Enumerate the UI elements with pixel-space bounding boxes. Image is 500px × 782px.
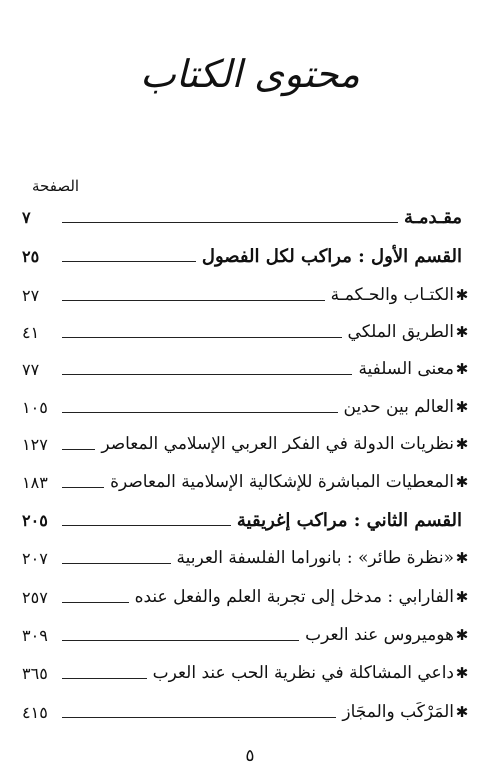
leader-line	[62, 602, 129, 603]
toc-entry	[22, 429, 470, 459]
toc-entry-label: العالم بين حدين	[343, 397, 454, 417]
toc-entry	[22, 582, 470, 612]
leader-line	[62, 300, 325, 301]
toc-entry-page-number: ١٢٧	[22, 434, 48, 454]
toc-entry-page-number: ٣٦٥	[22, 663, 48, 683]
leader-line	[62, 525, 231, 526]
toc-entry-page-number: ٧٧	[22, 359, 40, 379]
toc-entry	[22, 658, 470, 688]
leader-line	[62, 337, 342, 338]
toc-entry-label: الكتـاب والحـكمـة	[330, 285, 454, 305]
leader-line	[62, 449, 95, 450]
asterisk-bullet-icon: ✱	[455, 549, 469, 567]
asterisk-bullet-icon: ✱	[455, 360, 469, 378]
page-column-label: الصفحة	[32, 177, 80, 195]
toc-entry-label: الفارابي : مدخل إلى تجربة العلم والفعل عنده	[134, 587, 454, 607]
toc-entry-label: القسم الثاني : مراكب إغريقية	[236, 509, 462, 531]
leader-line	[62, 563, 171, 564]
asterisk-bullet-icon: ✱	[455, 588, 469, 606]
toc-entry-label: هوميروس عند العرب	[305, 625, 454, 645]
asterisk-bullet-icon: ✱	[455, 473, 469, 491]
page-title: محتوى الكتاب	[140, 52, 360, 96]
toc-entry-label: المعطيات المباشرة للإشكالية الإسلامية المعاصرة	[110, 472, 454, 492]
toc-entry-page-number: ٢٠٥	[22, 510, 48, 530]
leader-line	[62, 717, 336, 718]
toc-entry	[22, 543, 470, 573]
footer-page-number: ٥	[245, 746, 255, 766]
toc-entry-page-number: ٤١	[22, 322, 40, 342]
asterisk-bullet-icon: ✱	[455, 398, 469, 416]
toc-entry	[22, 392, 470, 422]
leader-line	[62, 678, 147, 679]
leader-line	[62, 487, 104, 488]
toc-entry	[22, 354, 470, 384]
toc-entry-page-number: ٢٠٧	[22, 548, 48, 568]
toc-entry	[22, 467, 470, 497]
asterisk-bullet-icon: ✱	[455, 286, 469, 304]
toc-entry	[22, 505, 470, 535]
toc-entry	[22, 620, 470, 650]
toc-entry-page-number: ١٠٥	[22, 397, 48, 417]
toc-entry-page-number: ٤١٥	[22, 702, 48, 722]
leader-line	[62, 640, 299, 641]
toc-entry-label: معنى السلفية	[358, 359, 454, 379]
toc-entry-label: القسم الأول : مراكب لكل الفصول	[201, 245, 462, 267]
toc-entry-label: الطريق الملكي	[347, 322, 454, 342]
toc-entry-label: داعي المشاكلة في نظرية الحب عند العرب	[152, 663, 454, 683]
toc-entry-page-number: ١٨٣	[22, 472, 48, 492]
asterisk-bullet-icon: ✱	[455, 703, 469, 721]
toc-entry-label: المَرْكَب والمجَاز	[342, 702, 454, 722]
toc-entry	[22, 280, 470, 310]
toc-entry	[22, 697, 470, 727]
toc-entry-label: مقـدمـة	[403, 206, 462, 228]
asterisk-bullet-icon: ✱	[455, 435, 469, 453]
leader-line	[62, 261, 196, 262]
leader-line	[62, 374, 352, 375]
asterisk-bullet-icon: ✱	[455, 323, 469, 341]
toc-entry-page-number: ٧	[22, 207, 31, 227]
leader-line	[62, 412, 338, 413]
toc-entry	[22, 241, 470, 271]
leader-line	[62, 222, 398, 223]
toc-entry-page-number: ٢٥٧	[22, 587, 48, 607]
toc-entry-page-number: ٣٠٩	[22, 625, 48, 645]
asterisk-bullet-icon: ✱	[455, 626, 469, 644]
toc-entry-label: «نظرة طائر» : بانوراما الفلسفة العربية	[176, 548, 454, 568]
toc-entry	[22, 202, 470, 232]
toc-entry	[22, 317, 470, 347]
toc-entry-label: نظريات الدولة في الفكر العربي الإسلامي المعاصر	[101, 434, 454, 454]
toc-entry-page-number: ٢٥	[22, 246, 40, 266]
toc-entry-page-number: ٢٧	[22, 285, 40, 305]
asterisk-bullet-icon: ✱	[455, 664, 469, 682]
